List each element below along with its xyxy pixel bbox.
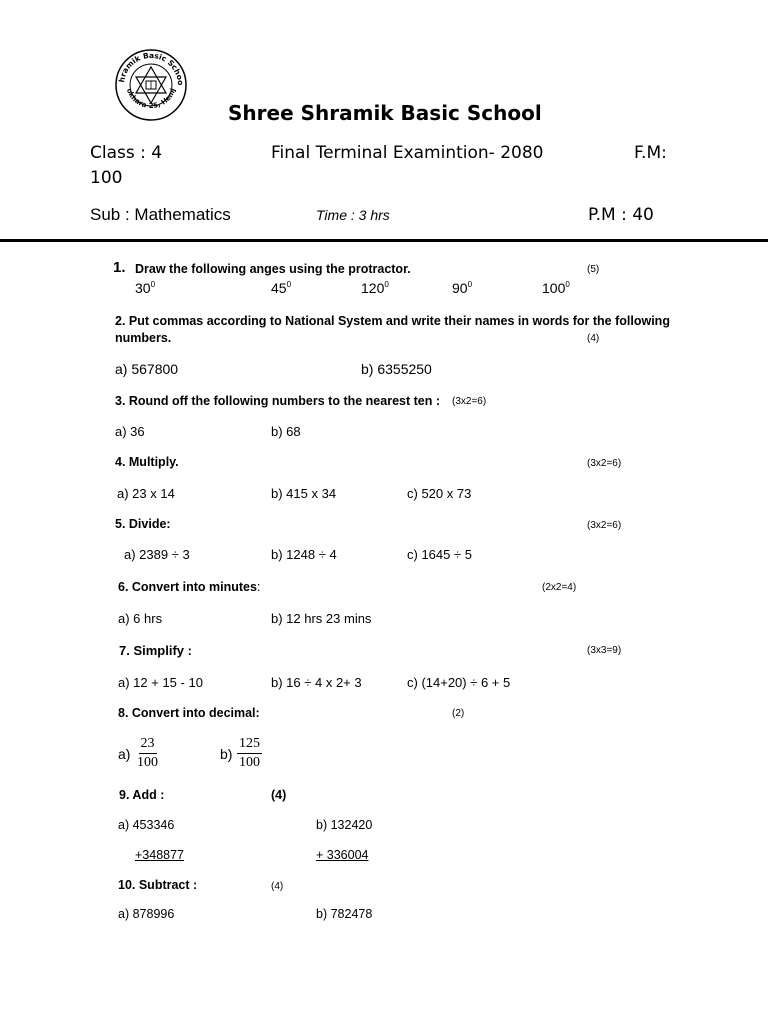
- q1-angle-4: $90^0$: [452, 280, 473, 296]
- svg-text:Shramik Basic School: hramik Basic Schoo: [117, 50, 186, 86]
- svg-text:Pokhara-25, Hemja: okhara-25, Hemj: [124, 87, 178, 111]
- q6-text: 6. Convert into minutes:: [118, 580, 261, 594]
- q3-option-a: a) 36: [115, 424, 145, 439]
- q5-text: 5. Divide:: [115, 517, 171, 531]
- q6-marks: (2x2=4): [542, 582, 577, 593]
- q5-option-b: b) 1248 ÷ 4: [271, 547, 337, 562]
- full-marks-label: F.M:: [634, 143, 667, 163]
- q8-fraction-a-numerator: 23: [139, 736, 157, 754]
- school-name: Shree Shramik Basic School: [228, 101, 542, 125]
- q9-option-b: b) 132420: [316, 818, 373, 832]
- q4-option-b: b) 415 x 34: [271, 486, 337, 501]
- q8-fraction-b-numerator: 125: [237, 736, 262, 754]
- q5-option-c: c) 1645 ÷ 5: [407, 547, 472, 562]
- q4-text: 4. Multiply.: [115, 455, 179, 469]
- q7-text: 7. Simplify :: [119, 643, 192, 658]
- q2-text-line2: numbers.: [115, 331, 172, 345]
- q4-option-c: c) 520 x 73: [407, 486, 472, 501]
- q3-marks: (3x2=6): [452, 396, 487, 407]
- q9-option-a-addend: +348877: [135, 848, 185, 862]
- q1-angle-3: $120^0$: [361, 280, 389, 296]
- q10-marks: (4): [271, 881, 284, 892]
- q1-angle-2: $45^0$: [271, 280, 292, 296]
- q1-angle-1: $30^0$: [135, 280, 156, 296]
- q1-text: Draw the following anges using the protractor.: [135, 262, 411, 276]
- q8-fraction-a: [135, 736, 160, 771]
- q1-number: 1.: [113, 259, 126, 276]
- q3-text: 3. Round off the following numbers to the nearest ten :: [115, 394, 440, 408]
- q4-option-a: a) 23 x 14: [117, 486, 175, 501]
- q1-angle-5: $100^0$: [542, 280, 570, 296]
- exam-title: Final Terminal Examintion- 2080: [271, 143, 544, 163]
- q9-option-a: a) 453346: [118, 818, 175, 832]
- subject-label: Sub : Mathematics: [90, 205, 231, 224]
- q6-option-b: b) 12 hrs 23 mins: [271, 611, 372, 626]
- q3-option-b: b) 68: [271, 424, 301, 439]
- pass-marks-label: P.M : 40: [588, 205, 654, 225]
- full-marks-value: 100: [90, 168, 123, 188]
- q2-text-line1: 2. Put commas according to National System and write their names in words for the following: [115, 314, 670, 328]
- q8-fraction-b: [237, 736, 262, 771]
- q4-marks: (3x2=6): [587, 458, 622, 469]
- q8-text: 8. Convert into decimal:: [118, 706, 260, 720]
- q8-marks: (2): [452, 708, 465, 719]
- q7-option-c: c) (14+20) ÷ 6 + 5: [407, 675, 511, 690]
- class-label: Class : 4: [90, 143, 163, 163]
- q8-option-a-label: a): [118, 746, 131, 762]
- q8-fraction-b-denominator: 100: [239, 755, 260, 770]
- q10-text: 10. Subtract :: [118, 878, 198, 892]
- q1-marks: (5): [587, 264, 600, 275]
- q6-option-a: a) 6 hrs: [118, 611, 163, 626]
- q2-option-b: b) 6355250: [361, 361, 432, 377]
- school-logo: [114, 48, 188, 122]
- q5-marks: (3x2=6): [587, 520, 622, 531]
- q2-option-a: a) 567800: [115, 361, 179, 377]
- q10-option-a: a) 878996: [118, 907, 175, 921]
- header-divider: [0, 239, 768, 242]
- q9-text: 9. Add :: [119, 788, 165, 802]
- q7-marks: (3x3=9): [587, 645, 622, 656]
- q7-option-a: a) 12 + 15 - 10: [118, 675, 203, 690]
- q8-fraction-a-denominator: 100: [137, 755, 158, 770]
- time-label: Time : 3 hrs: [316, 207, 390, 223]
- q2-marks: (4): [587, 333, 600, 344]
- q7-option-b: b) 16 ÷ 4 x 2+ 3: [271, 675, 362, 690]
- q8-option-b-label: b): [220, 746, 233, 762]
- q9-option-b-addend: + 336004: [316, 848, 369, 862]
- q5-option-a: a) 2389 ÷ 3: [124, 547, 190, 562]
- q10-option-b: b) 782478: [316, 907, 373, 921]
- q9-marks: (4): [271, 788, 287, 802]
